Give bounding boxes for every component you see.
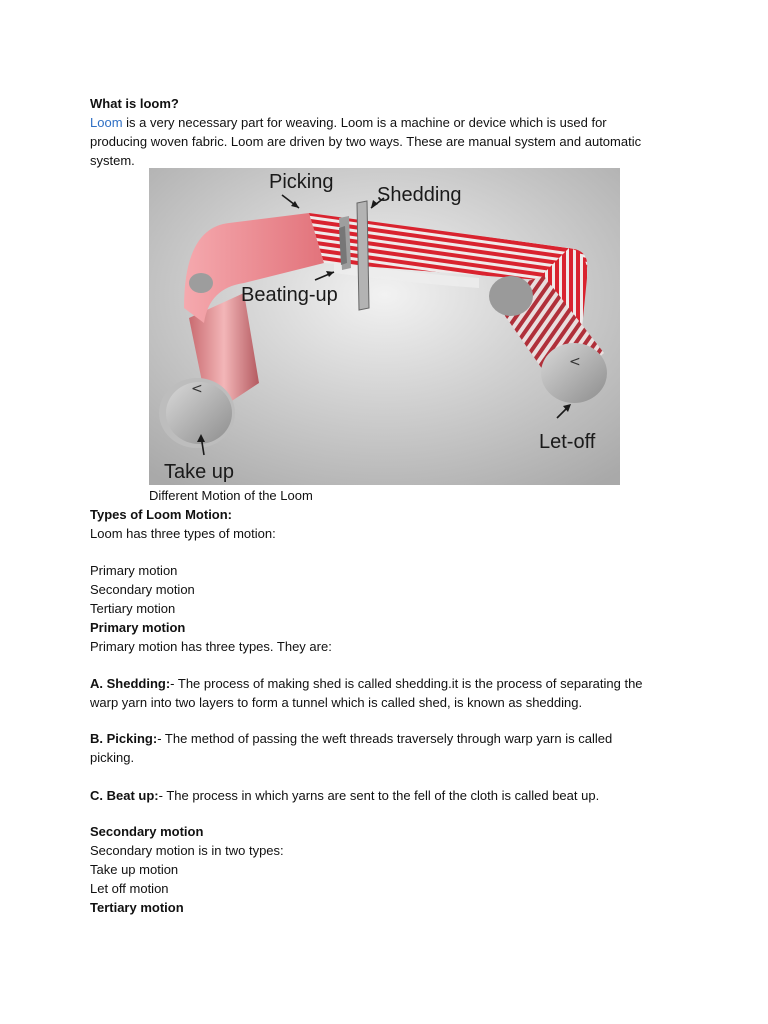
secondary-item-let-off: Let off motion [90, 881, 169, 896]
types-item-primary: Primary motion [90, 563, 178, 578]
loom-diagram-image [149, 168, 620, 485]
types-item-secondary: Secondary motion [90, 582, 195, 597]
primary-intro: Primary motion has three types. They are: [90, 639, 332, 654]
secondary-item-take-up: Take up motion [90, 862, 179, 877]
types-intro: Loom has three types of motion: [90, 526, 276, 541]
picking-line-2: picking. [90, 750, 135, 765]
shedding-label: A. Shedding: [90, 676, 171, 691]
label-beating-up: Beating-up [241, 284, 338, 306]
svg-text:<: < [569, 354, 581, 370]
svg-text:<: < [191, 381, 203, 397]
intro-line-1 [90, 113, 690, 132]
picking-text-1: - The method of passing the weft threads traversely through warp yarn is called [157, 731, 613, 746]
heading-tertiary-motion: Tertiary motion [90, 900, 184, 915]
intro-line-1-text: is a very necessary part for weaving. Loom is a machine or device which is used for [122, 115, 607, 130]
shedding-line-1 [90, 674, 690, 693]
beatup-label: C. Beat up: [90, 788, 159, 803]
beatup-text-1: - The process in which yarns are sent to the fell of the cloth is called beat up. [158, 788, 600, 803]
secondary-intro: Secondary motion is in two types: [90, 843, 284, 858]
beatup-line-1 [90, 786, 690, 805]
picking-label: B. Picking: [90, 731, 158, 746]
types-item-tertiary: Tertiary motion [90, 601, 176, 616]
shedding-text-1: - The process of making shed is called shedding.it is the process of separating the [170, 676, 643, 691]
intro-line-3: system. [90, 153, 135, 168]
heading-what-is-loom: What is loom? [90, 96, 179, 111]
figure-caption: Different Motion of the Loom [149, 488, 313, 503]
loom-link[interactable]: Loom [90, 115, 123, 130]
heading-secondary-motion: Secondary motion [90, 824, 204, 839]
shedding-line-2: warp yarn into two layers to form a tunnel which is called shed, is known as shedding. [90, 695, 583, 710]
heading-primary-motion: Primary motion [90, 620, 186, 635]
picking-line-1 [90, 729, 690, 748]
breast-beam [189, 273, 213, 293]
intro-line-2: producing woven fabric. Loom are driven by two ways. These are manual system and automatic [90, 134, 642, 149]
label-shedding: Shedding [377, 184, 462, 206]
heading-types-of-loom-motion: Types of Loom Motion: [90, 507, 233, 522]
label-let-off: Let-off [539, 431, 596, 453]
label-picking: Picking [269, 171, 334, 193]
label-take-up: Take up [164, 461, 235, 483]
